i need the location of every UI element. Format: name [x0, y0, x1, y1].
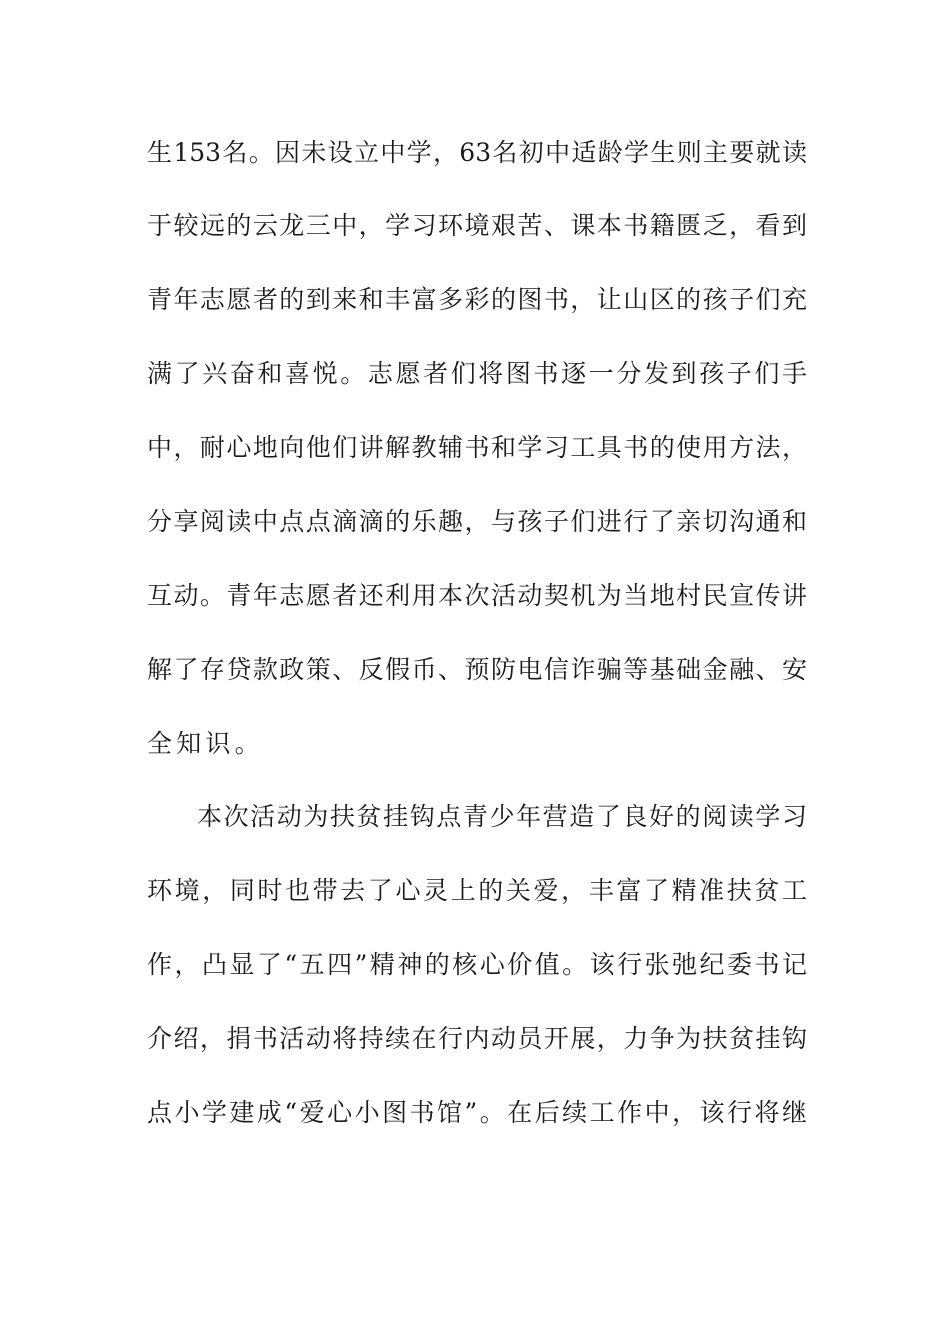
- paragraph-line: 全知识。: [147, 729, 264, 758]
- paragraph-line: 于较远的云龙三中，学习环境艰苦、课本书籍匮乏，看到: [147, 211, 807, 240]
- paragraph-line: 分享阅读中点点滴滴的乐趣，与孩子们进行了亲切沟通和: [147, 507, 807, 536]
- paragraph-line: 作，凸显了“五四”精神的核心价值。该行张弛纪委书记: [147, 950, 807, 979]
- paragraph-line: 生153名。因未设立中学，63名初中适龄学生则主要就读: [147, 138, 807, 167]
- paragraph-line: 介绍，捐书活动将持续在行内动员开展，力争为扶贫挂钩: [147, 1024, 807, 1053]
- paragraph-line: 本次活动为扶贫挂钩点青少年营造了良好的阅读学习: [197, 802, 807, 831]
- paragraph-line: 中，耐心地向他们讲解教辅书和学习工具书的使用方法，: [147, 433, 807, 462]
- paragraph-line: 互动。青年志愿者还利用本次活动契机为当地村民宣传讲: [147, 581, 807, 610]
- paragraph-line: 青年志愿者的到来和丰富多彩的图书，让山区的孩子们充: [147, 285, 807, 314]
- paragraph-line: 环境，同时也带去了心灵上的关爱，丰富了精准扶贫工: [147, 876, 807, 905]
- paragraph-line: 满了兴奋和喜悦。志愿者们将图书逐一分发到孩子们手: [147, 359, 807, 388]
- paragraph-line: 解了存贷款政策、反假币、预防电信诈骗等基础金融、安: [147, 655, 807, 684]
- paragraph-line: 点小学建成“爱心小图书馆”。在后续工作中，该行将继: [147, 1098, 807, 1127]
